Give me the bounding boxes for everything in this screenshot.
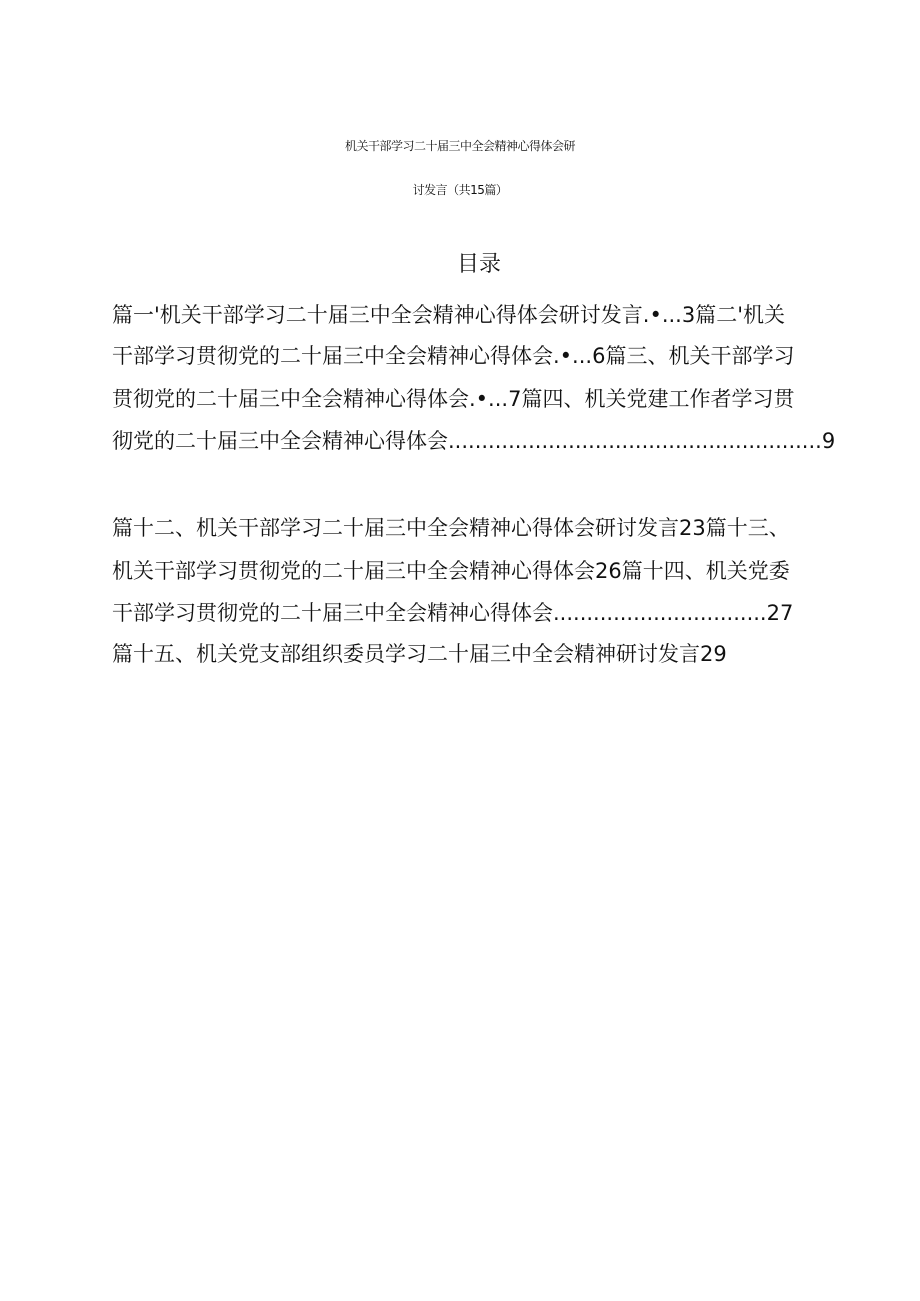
toc-line: 机关干部学习贯彻党的二十届三中全会精神心得体会26篇十四、机关党委 <box>112 559 790 583</box>
toc-line: 干部学习贯彻党的二十届三中全会精神心得体会.•...6篇三、机关干部学习 <box>112 344 795 368</box>
toc-line: 篇十二、机关干部学习二十届三中全会精神心得体会研讨发言23篇十三、 <box>112 516 790 540</box>
toc-line: 贯彻党的二十届三中全会精神心得体会.•...7篇四、机关党建工作者学习贯 <box>112 387 795 411</box>
toc-line: 篇一'机关干部学习二十届三中全会精神心得体会研讨发言.•...3篇二'机关 <box>112 303 785 327</box>
document-title-line-2: 讨发言（共15篇） <box>412 183 508 197</box>
toc-line: 干部学习贯彻党的二十届三中全会精神心得体会................................27 <box>112 601 794 625</box>
toc-heading: 目录 <box>456 252 501 277</box>
toc-line: 彻党的二十届三中全会精神心得体会........................................................9 <box>112 429 836 453</box>
toc-line: 篇十五、机关党支部组织委员学习二十届三中全会精神研讨发言29 <box>112 642 727 666</box>
document-title-line-1: 机关干部学习二十届三中全会精神心得体会研 <box>344 139 575 153</box>
